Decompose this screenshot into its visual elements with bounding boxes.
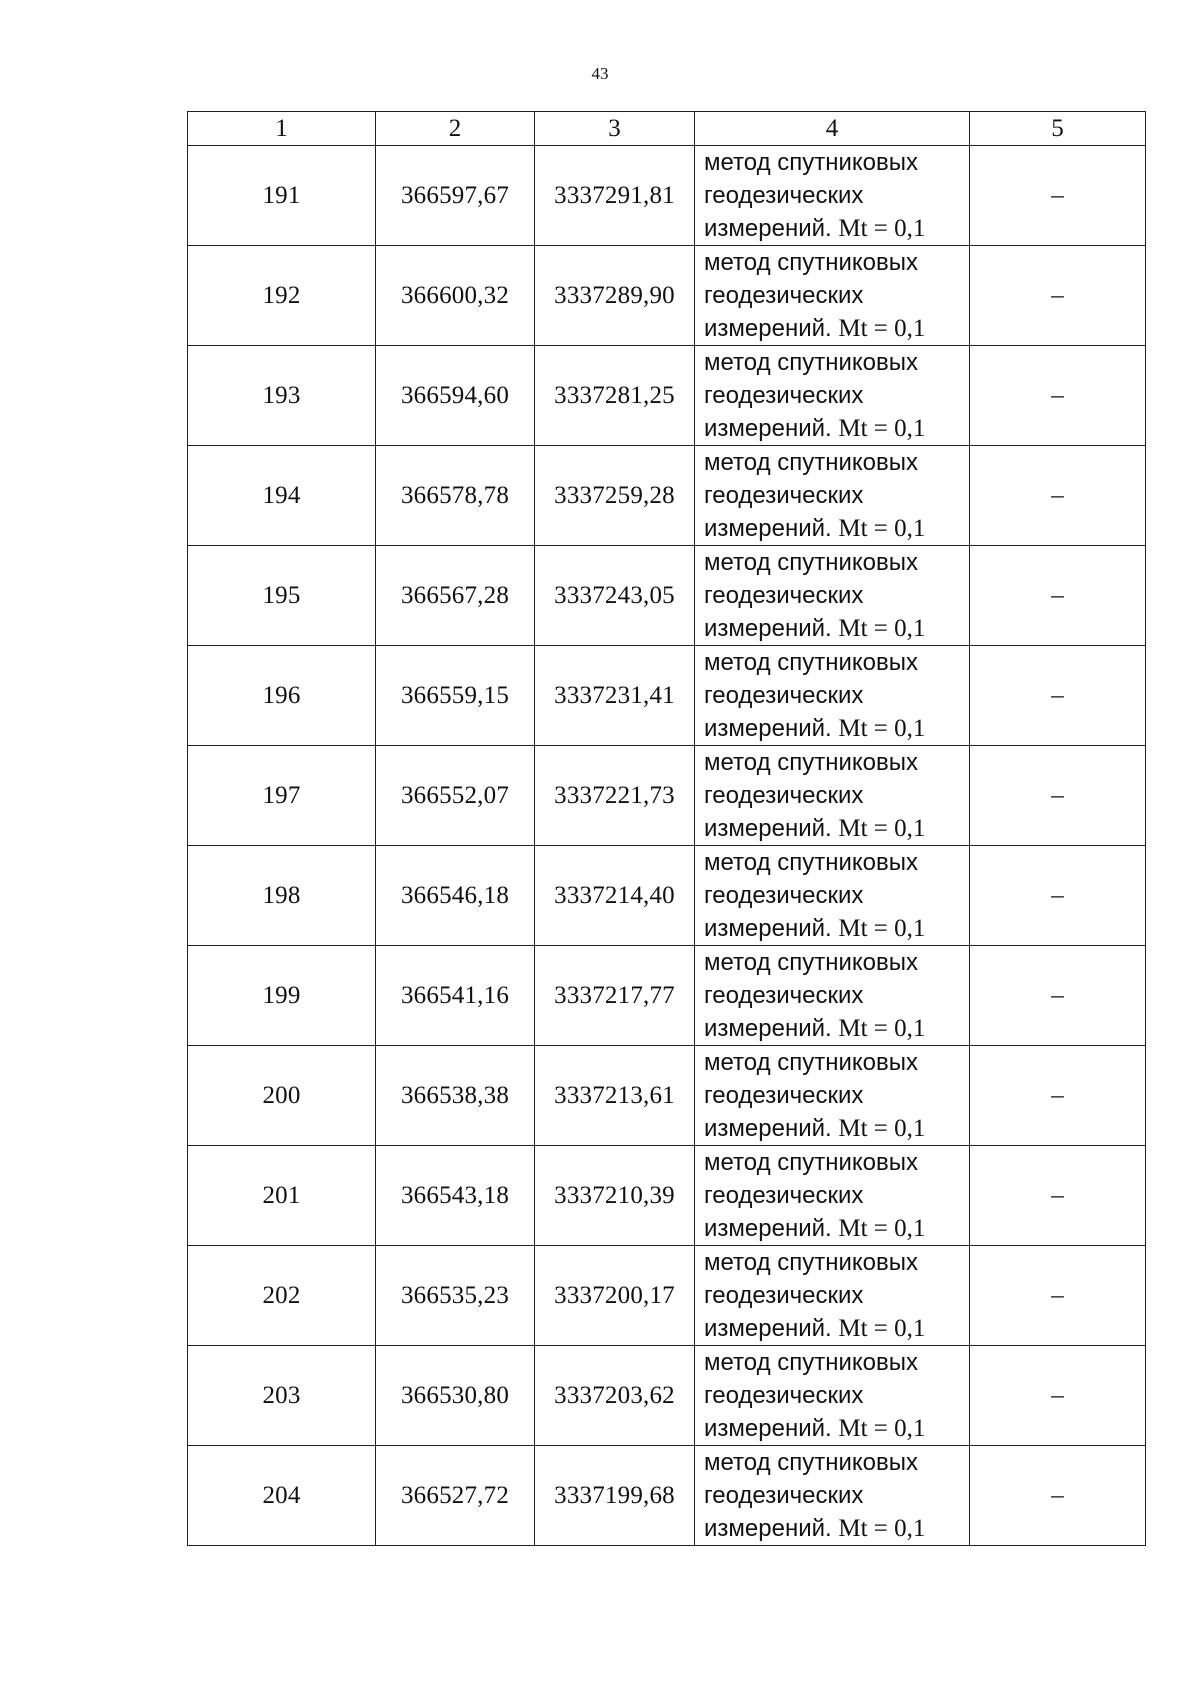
table-row: [188, 946, 1146, 1046]
table-row: [188, 246, 1146, 346]
mt-value: Mt = 0,1: [838, 315, 926, 342]
table-row: [188, 1146, 1146, 1246]
x-coordinate-cell: 366597,67: [376, 146, 535, 246]
method-line-3-text: измерений.: [704, 1115, 839, 1142]
method-line-1: метод спутниковых: [704, 549, 919, 576]
col5-cell: –: [970, 146, 1146, 246]
table-header: [188, 112, 1146, 146]
page-number: 43: [591, 64, 609, 83]
table-row: [188, 346, 1146, 446]
method-line-1: метод спутниковых: [704, 749, 919, 776]
table-row: [188, 446, 1146, 546]
method-line-3-text: измерений.: [704, 715, 839, 742]
method-cell: [695, 946, 970, 1046]
method-line-3-text: измерений.: [704, 415, 839, 442]
table-row: [188, 1346, 1146, 1446]
point-number-cell: 197: [188, 746, 376, 846]
x-coordinate-cell: 366538,38: [376, 1046, 535, 1146]
y-coordinate-cell: 3337210,39: [535, 1146, 695, 1246]
header-col-1: 1: [188, 112, 376, 146]
method-cell: [695, 1246, 970, 1346]
table-row: [188, 846, 1146, 946]
method-line-3-text: измерений.: [704, 615, 839, 642]
point-number-cell: 204: [188, 1446, 376, 1546]
mt-value: Mt = 0,1: [838, 815, 926, 842]
point-number-cell: 198: [188, 846, 376, 946]
method-line-2: геодезических: [704, 282, 864, 309]
x-coordinate-cell: 366552,07: [376, 746, 535, 846]
col5-cell: –: [970, 1246, 1146, 1346]
point-number-cell: 199: [188, 946, 376, 1046]
col5-cell: –: [970, 1146, 1146, 1246]
method-line-1: метод спутниковых: [704, 1249, 919, 1276]
x-coordinate-cell: 366567,28: [376, 546, 535, 646]
mt-value: Mt = 0,1: [838, 1015, 926, 1042]
method-line-2: геодезических: [704, 682, 864, 709]
method-line-2: геодезических: [704, 582, 864, 609]
method-line-2: геодезических: [704, 1182, 864, 1209]
method-line-1: метод спутниковых: [704, 849, 919, 876]
method-cell: [695, 1146, 970, 1246]
method-line-2: геодезических: [704, 1082, 864, 1109]
col5-cell: –: [970, 546, 1146, 646]
col5-cell: –: [970, 846, 1146, 946]
point-number-cell: 191: [188, 146, 376, 246]
method-line-2: геодезических: [704, 382, 864, 409]
y-coordinate-cell: 3337200,17: [535, 1246, 695, 1346]
point-number-cell: 194: [188, 446, 376, 546]
table-row: [188, 1246, 1146, 1346]
y-coordinate-cell: 3337291,81: [535, 146, 695, 246]
method-line-2: геодезических: [704, 982, 864, 1009]
y-coordinate-cell: 3337231,41: [535, 646, 695, 746]
method-line-2: геодезических: [704, 882, 864, 909]
col5-cell: –: [970, 1346, 1146, 1446]
header-col-4: 4: [695, 112, 970, 146]
mt-value: Mt = 0,1: [838, 915, 926, 942]
method-line-1: метод спутниковых: [704, 249, 919, 276]
method-line-2: геодезических: [704, 1482, 864, 1509]
y-coordinate-cell: 3337213,61: [535, 1046, 695, 1146]
method-line-3: [704, 912, 969, 945]
method-line-3-text: измерений.: [704, 1015, 839, 1042]
method-line-3-text: измерений.: [704, 915, 839, 942]
col5-cell: –: [970, 1446, 1146, 1546]
method-cell: [695, 1346, 970, 1446]
method-line-3: [704, 812, 969, 845]
y-coordinate-cell: 3337259,28: [535, 446, 695, 546]
table-row: [188, 646, 1146, 746]
col5-cell: –: [970, 346, 1146, 446]
y-coordinate-cell: 3337289,90: [535, 246, 695, 346]
x-coordinate-cell: 366530,80: [376, 1346, 535, 1446]
point-number-cell: 195: [188, 546, 376, 646]
method-cell: [695, 446, 970, 546]
col5-cell: –: [970, 746, 1146, 846]
x-coordinate-cell: 366546,18: [376, 846, 535, 946]
method-line-3: [704, 1412, 969, 1445]
x-coordinate-cell: 366559,15: [376, 646, 535, 746]
point-number-cell: 192: [188, 246, 376, 346]
method-cell: [695, 846, 970, 946]
x-coordinate-cell: 366541,16: [376, 946, 535, 1046]
y-coordinate-cell: 3337281,25: [535, 346, 695, 446]
header-col-2: 2: [376, 112, 535, 146]
y-coordinate-cell: 3337199,68: [535, 1446, 695, 1546]
method-line-3: [704, 1112, 969, 1145]
method-line-3-text: измерений.: [704, 215, 839, 242]
coordinates-table: [187, 111, 1146, 1546]
x-coordinate-cell: 366578,78: [376, 446, 535, 546]
col5-cell: –: [970, 1046, 1146, 1146]
method-line-3: [704, 312, 969, 345]
y-coordinate-cell: 3337217,77: [535, 946, 695, 1046]
method-cell: [695, 546, 970, 646]
method-line-3: [704, 512, 969, 545]
point-number-cell: 200: [188, 1046, 376, 1146]
y-coordinate-cell: 3337221,73: [535, 746, 695, 846]
col5-cell: –: [970, 246, 1146, 346]
method-line-1: метод спутниковых: [704, 1049, 919, 1076]
mt-value: Mt = 0,1: [838, 1315, 926, 1342]
method-line-2: геодезических: [704, 482, 864, 509]
method-line-1: метод спутниковых: [704, 1349, 919, 1376]
method-line-3-text: измерений.: [704, 815, 839, 842]
mt-value: Mt = 0,1: [838, 1415, 926, 1442]
x-coordinate-cell: 366543,18: [376, 1146, 535, 1246]
method-line-3-text: измерений.: [704, 1315, 839, 1342]
point-number-cell: 202: [188, 1246, 376, 1346]
table-row: [188, 1046, 1146, 1146]
method-line-2: геодезических: [704, 1282, 864, 1309]
table-row: [188, 746, 1146, 846]
method-line-1: метод спутниковых: [704, 949, 919, 976]
method-line-3-text: измерений.: [704, 1515, 839, 1542]
point-number-cell: 193: [188, 346, 376, 446]
table-row: [188, 546, 1146, 646]
method-line-1: метод спутниковых: [704, 649, 919, 676]
method-cell: [695, 1046, 970, 1146]
table-row: [188, 146, 1146, 246]
method-line-3-text: измерений.: [704, 315, 839, 342]
method-line-1: метод спутниковых: [704, 1449, 919, 1476]
point-number-cell: 203: [188, 1346, 376, 1446]
method-line-1: метод спутниковых: [704, 449, 919, 476]
y-coordinate-cell: 3337203,62: [535, 1346, 695, 1446]
method-line-3-text: измерений.: [704, 1415, 839, 1442]
x-coordinate-cell: 366527,72: [376, 1446, 535, 1546]
method-cell: [695, 646, 970, 746]
mt-value: Mt = 0,1: [838, 515, 926, 542]
method-line-3-text: измерений.: [704, 515, 839, 542]
method-line-3: [704, 612, 969, 645]
method-cell: [695, 246, 970, 346]
header-row: [188, 112, 1146, 146]
point-number-cell: 196: [188, 646, 376, 746]
method-line-1: метод спутниковых: [704, 1149, 919, 1176]
method-line-3: [704, 1312, 969, 1345]
method-line-3: [704, 712, 969, 745]
col5-cell: –: [970, 946, 1146, 1046]
table-body: [188, 146, 1146, 1546]
method-line-3: [704, 212, 969, 245]
method-cell: [695, 346, 970, 446]
header-col-5: 5: [970, 112, 1146, 146]
method-line-1: метод спутниковых: [704, 149, 919, 176]
method-cell: [695, 746, 970, 846]
col5-cell: –: [970, 446, 1146, 546]
header-col-3: 3: [535, 112, 695, 146]
mt-value: Mt = 0,1: [838, 715, 926, 742]
method-line-3-text: измерений.: [704, 1215, 839, 1242]
table-row: [188, 1446, 1146, 1546]
mt-value: Mt = 0,1: [838, 615, 926, 642]
method-line-2: геодезических: [704, 782, 864, 809]
mt-value: Mt = 0,1: [838, 415, 926, 442]
method-line-2: геодезических: [704, 182, 864, 209]
method-line-1: метод спутниковых: [704, 349, 919, 376]
method-line-2: геодезических: [704, 1382, 864, 1409]
x-coordinate-cell: 366594,60: [376, 346, 535, 446]
point-number-cell: 201: [188, 1146, 376, 1246]
y-coordinate-cell: 3337214,40: [535, 846, 695, 946]
mt-value: Mt = 0,1: [838, 1115, 926, 1142]
mt-value: Mt = 0,1: [838, 1215, 926, 1242]
mt-value: Mt = 0,1: [838, 215, 926, 242]
y-coordinate-cell: 3337243,05: [535, 546, 695, 646]
method-line-3: [704, 412, 969, 445]
method-cell: [695, 146, 970, 246]
mt-value: Mt = 0,1: [838, 1515, 926, 1542]
method-line-3: [704, 1512, 969, 1545]
x-coordinate-cell: 366535,23: [376, 1246, 535, 1346]
method-line-3: [704, 1012, 969, 1045]
col5-cell: –: [970, 646, 1146, 746]
method-cell: [695, 1446, 970, 1546]
method-line-3: [704, 1212, 969, 1245]
x-coordinate-cell: 366600,32: [376, 246, 535, 346]
